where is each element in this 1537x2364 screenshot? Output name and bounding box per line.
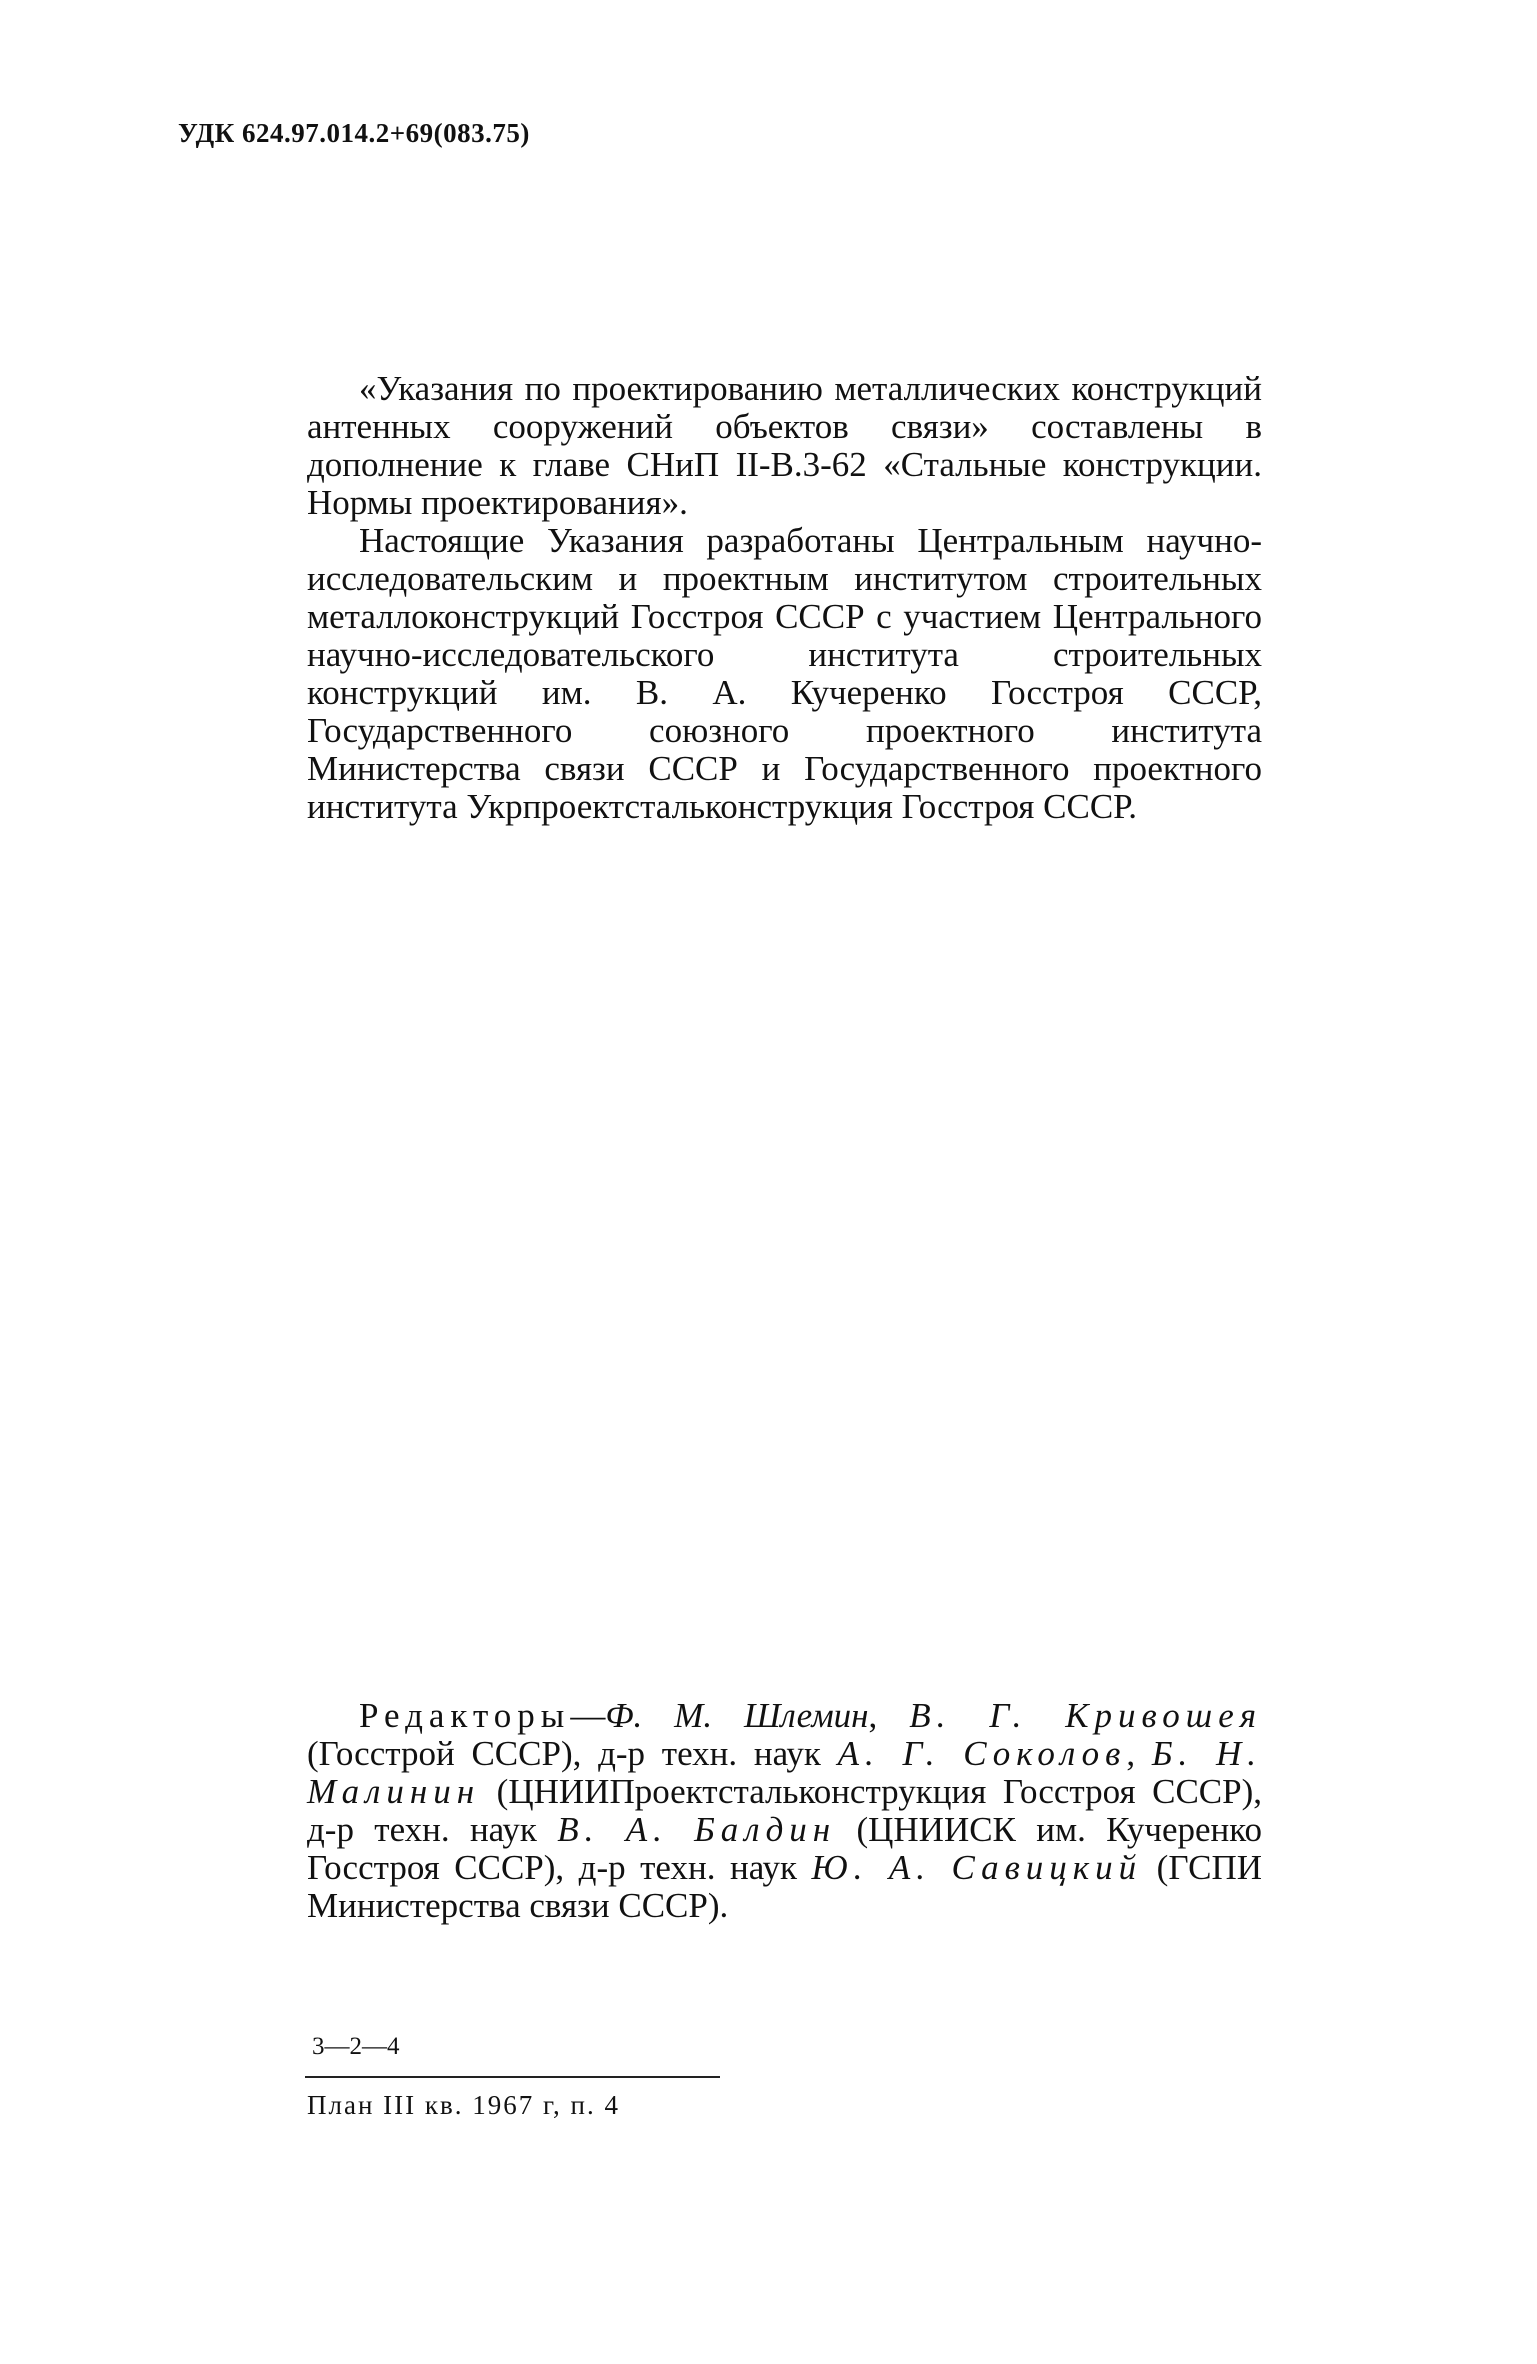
editors-credits [307,1697,1262,1925]
publication-code: 3—2—4 [312,2033,400,2060]
intro-paragraph-2: Настоящие Указания разработаны Центральным научно-исследовательским и проектным институтом строительных металлоконструкций Госстроя СССР с участием Центрального научно-исследовательского института строительных конструкций им. В. А. Кучеренко Госстроя СССР, Государственного союзного проектного института Министерства связи СССР и Государственного проектного института Укрпроектстальконструкция Госстроя СССР. [307,521,1262,826]
editor-name-shlemin: Ф. М. Шлемин [605,1696,869,1735]
editor-separator: , [1126,1734,1152,1773]
intro-paragraph-1: «Указания по проектированию металлических конструкций антенных сооружений объектов связи» составлены в дополнение к главе СНиП II-В.3-62 «Стальные конструкции. Нормы проектирования». [307,369,1262,522]
editor-name-krivosheya: В. Г. Кривошея [909,1696,1262,1735]
editor-name-malinin: Б. Н. Малинин [307,1734,1262,1811]
editor-org-tsniisk: (ЦНИИСК им. Кучеренко Госстроя СССР), д-р техн. наук [307,1810,1263,1887]
editor-name-sokolov: А. Г. Соколов [837,1734,1127,1773]
udk-code: УДК 624.97.014.2+69(083.75) [178,118,530,148]
editor-name-baldin: В. А. Балдин [557,1810,837,1849]
editor-org-gosstroy: (Госстрой СССР), д-р техн. наук [307,1734,838,1773]
editors-dash: — [570,1696,606,1735]
editor-org-tsniiproekt: (ЦНИИПроектстальконструкция Госстроя СССР), д-р техн. наук [307,1772,1262,1849]
editor-separator: , [868,1696,910,1735]
footer-divider [305,2076,720,2078]
editor-name-savitsky: Ю. А. Савицкий [811,1848,1143,1887]
publication-plan: План III кв. 1967 г, п. 4 [307,2090,620,2120]
intro-text [307,370,1262,826]
editor-org-gspi: (ГСПИ Министерства связи СССР). [307,1848,1263,1925]
editors-label: Редакторы [359,1696,571,1735]
